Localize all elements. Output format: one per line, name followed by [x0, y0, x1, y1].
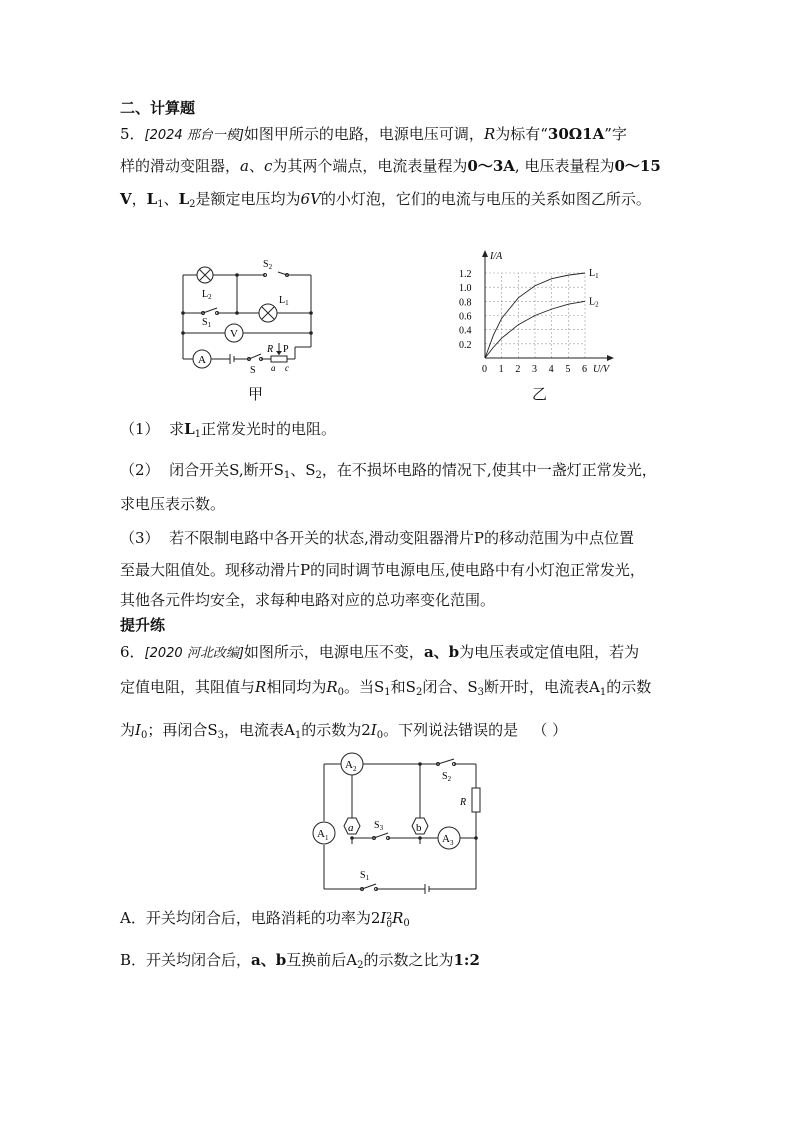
- option-a: A．开关均闭合后，电路消耗的功率为2I 2 0 $R_0$: [120, 909, 410, 930]
- q5-sub1: （1） 求$L_1$正常发光时的电阻。: [120, 420, 337, 440]
- iv-chart: [455, 245, 630, 380]
- y-tick-label: 0.8: [459, 297, 472, 309]
- q5-sub3: （3） 若不限制电路中各开关的状态,滑动变阻器滑片P的移动范围为中点位置: [120, 529, 634, 547]
- svg-text:V: V: [230, 328, 238, 340]
- y-tick-label: 0.2: [459, 339, 472, 351]
- ammeter-a3-icon: [438, 827, 460, 849]
- circuit-figure-q6: [310, 750, 490, 895]
- section-title: 二、计算题: [120, 99, 196, 117]
- x-tick-label: 3: [532, 364, 537, 375]
- svg-text:S1: $S_1$: [202, 317, 212, 329]
- ammeter-icon: [193, 350, 211, 368]
- svg-text:c: c: [285, 363, 289, 373]
- q5-sub2: （2） 闭合开关S,断开$S_1$、$S_2$，在不损坏电路的情况下,使其中一盏灯正常发光，: [120, 461, 657, 481]
- x-tick-label: 5: [565, 364, 571, 375]
- tisheng-heading: 提升练: [120, 616, 166, 634]
- x-axis-arrow: [607, 355, 614, 361]
- svg-text:A1: $A_1$: [317, 828, 329, 842]
- x-tick-label: 4: [548, 364, 554, 375]
- y-axis-label: I/A: [490, 251, 503, 262]
- svg-text:A: A: [198, 354, 206, 366]
- svg-text:L1: $L_1$: [279, 295, 289, 307]
- svg-text:R: R: [460, 797, 467, 808]
- y-tick-label: 1.2: [459, 269, 472, 280]
- x-tick-label: 1: [498, 364, 504, 375]
- svg-text:P: P: [283, 344, 289, 355]
- svg-text:a: a: [348, 822, 354, 834]
- lamp-l1-icon: [259, 304, 277, 322]
- voltmeter-icon: [225, 324, 243, 342]
- svg-text:S2: $S_2$: [263, 259, 273, 271]
- svg-text:S2: $S_2$: [442, 771, 452, 783]
- svg-text:A3: $A_3$: [442, 833, 454, 847]
- svg-text:S: S: [250, 365, 256, 376]
- series-label-l2: $L_2$: [589, 296, 599, 309]
- q6-line2: 定值电阻，其阻值与R相同均为$R_0$。当$S_1$和$S_2$闭合、$S_3$断开时，电流表$A_1$的示数: [120, 678, 652, 698]
- q5-sub2-line2: 求电压表示数。: [120, 495, 226, 513]
- ammeter-a2-icon: [341, 753, 363, 775]
- q5-line3: V，$L_1$、$L_2$是额定电压均为6V的小灯泡，它们的电流与电压的关系如图乙所示。: [120, 190, 651, 210]
- figure-jia-caption: 甲: [248, 385, 264, 403]
- q5-sub3-line2: 至最大阻值处。现移动滑片P的同时调节电源电压,使电路中有小灯泡正常发光，: [120, 561, 645, 579]
- x-tick-label: 0: [482, 364, 487, 375]
- svg-text:L2: $L_2$: [202, 289, 212, 301]
- svg-text:S3: $S_3$: [374, 820, 384, 832]
- option-b: B．开关均闭合后，a、b互换前后$A_2$的示数之比为1:2: [120, 951, 480, 971]
- x-tick-label: 6: [582, 364, 587, 375]
- svg-text:R: R: [267, 344, 274, 355]
- figure-yi-caption: 乙: [532, 385, 548, 403]
- y-axis-arrow: [482, 250, 488, 257]
- svg-text:a: a: [271, 363, 276, 373]
- q6-line3: 为$I_0$；再闭合$S_3$，电流表$A_1$的示数为$2I_0$。下列说法错误的是 （ ）: [120, 721, 568, 741]
- q6-line1: 6．[2020 河北改编]如图所示，电源电压不变，a、b为电压表或定值电阻，若为: [120, 643, 640, 661]
- q5-line1: 5．[2024 邢台一模]如图甲所示的电路，电源电压可调，R为标有“30Ω1A”字: [120, 125, 627, 143]
- series-label-l1: $L_1$: [589, 268, 599, 280]
- q5-sub3-line3: 其他各元件均安全，求每种电路对应的总功率变化范围。: [120, 591, 496, 609]
- lamp-l2-icon: [197, 267, 213, 283]
- y-tick-label: 0.4: [459, 325, 472, 337]
- x-axis-label: U/V: [593, 364, 610, 375]
- y-tick-label: 0.6: [459, 311, 472, 323]
- ammeter-a1-icon: [313, 822, 335, 844]
- circuit-figure-jia: [175, 255, 325, 385]
- svg-text:b: b: [416, 822, 422, 834]
- y-tick-label: 1.0: [459, 283, 472, 295]
- x-tick-label: 2: [515, 364, 521, 375]
- svg-text:S1: $S_1$: [360, 870, 370, 882]
- q5-line2: 样的滑动变阻器，a、c为其两个端点，电流表量程为0～3A, 电压表量程为0～15: [120, 157, 661, 175]
- svg-text:A2: $A_2$: [345, 759, 357, 773]
